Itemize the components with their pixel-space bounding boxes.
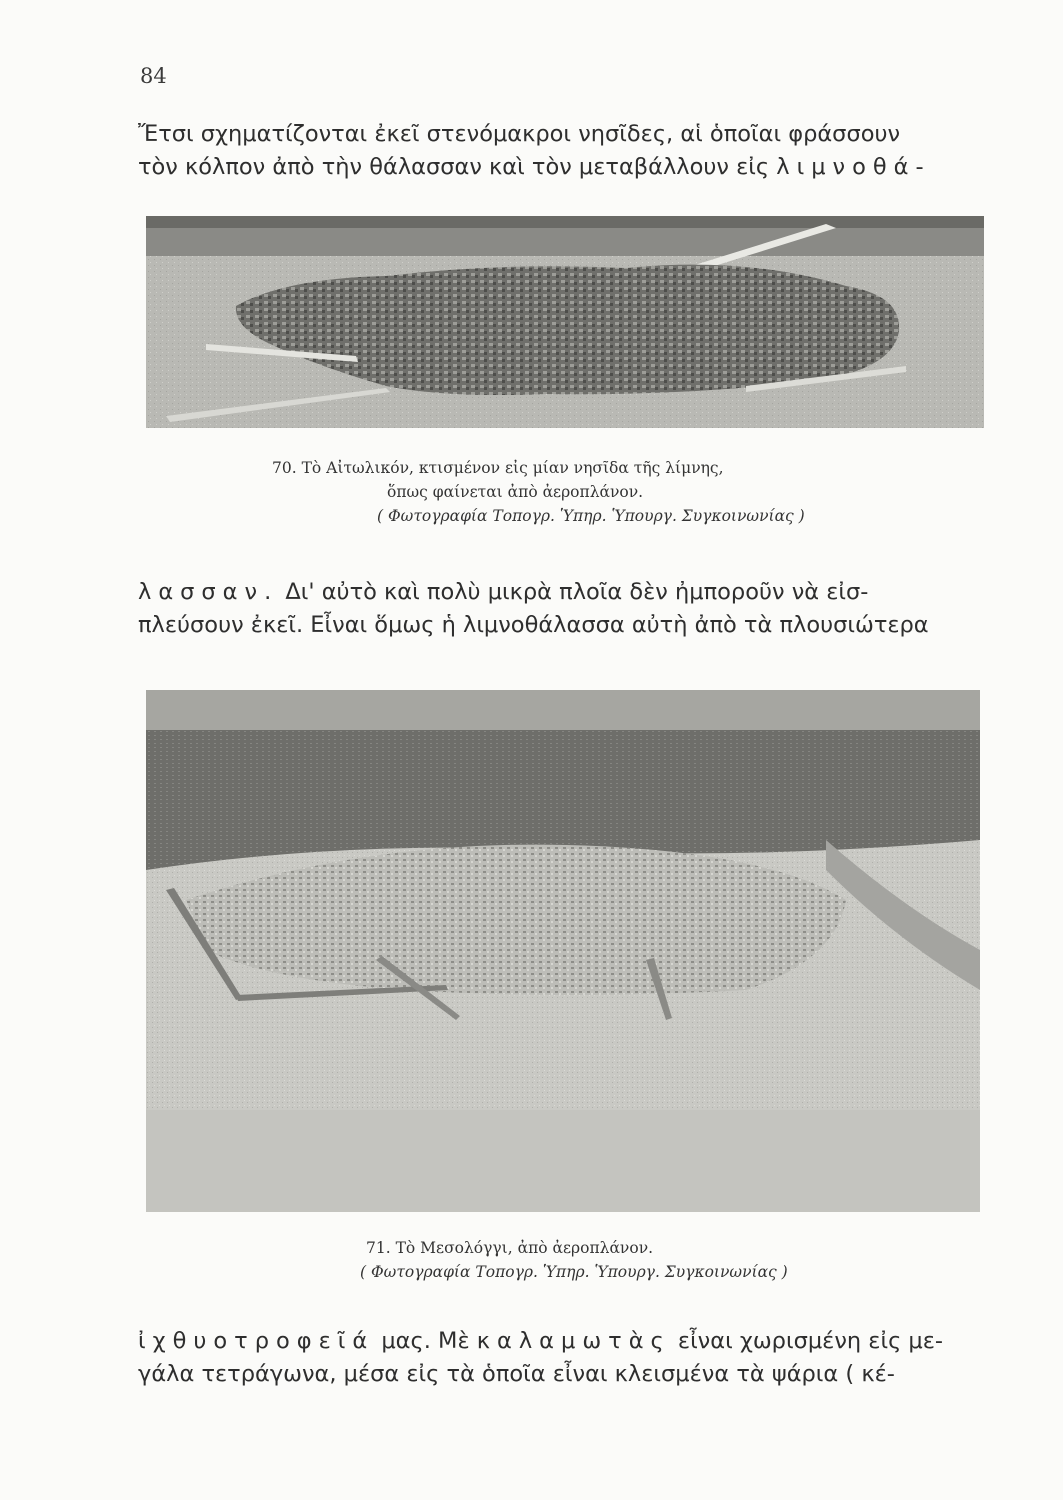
paragraph-1-line-1: Ἔτσι σχηματίζονται ἐκεῖ στενόμακροι νησῖδες, αἱ ὁποῖαι φράσσουν xyxy=(138,121,901,147)
photo-mesolongi xyxy=(146,690,980,1212)
aitoliko-aerial-image xyxy=(146,216,984,428)
page-number: 84 xyxy=(140,64,167,88)
paragraph-3-line-1-mid: μας. Μὲ xyxy=(374,1328,477,1354)
paragraph-3-line-1 xyxy=(138,1325,988,1358)
paragraph-1 xyxy=(138,118,988,184)
figure-70-caption-line-2: ὅπως φαίνεται ἀπὸ ἀεροπλάνον. xyxy=(387,483,644,501)
figure-71-caption xyxy=(360,1236,788,1284)
spaced-word-lassan: λασσαν. xyxy=(138,579,279,605)
spaced-word-kalamotas: καλαμωτὰς xyxy=(476,1328,671,1354)
paragraph-3 xyxy=(138,1325,988,1391)
mesolongi-aerial-image xyxy=(146,690,980,1212)
spaced-word-limnotha: λιμνοθά- xyxy=(776,154,931,180)
paragraph-3-line-2: γάλα τετράγωνα, μέσα εἰς τὰ ὁποῖα εἶναι κλεισμένα τὰ ψάρια ( κέ- xyxy=(138,1361,895,1387)
figure-71-caption-line-1: 71. Τὸ Μεσολόγγι, ἀπὸ ἀεροπλάνον. xyxy=(366,1239,654,1257)
paragraph-2-line-1-text: Δι' αὐτὸ καὶ πολὺ μικρὰ πλοῖα δὲν ἠμποροῦν νὰ εἰσ- xyxy=(278,579,869,605)
spaced-word-ichthyotrofeia: ἰχθυοτροφεῖά xyxy=(138,1328,375,1354)
paragraph-1-line-2 xyxy=(138,151,988,184)
paragraph-2 xyxy=(138,576,988,642)
paragraph-3-line-1-text: εἶναι χωρισμένη εἰς με- xyxy=(670,1328,944,1354)
paragraph-2-line-2: πλεύσουν ἐκεῖ. Εἶναι ὅμως ἡ λιμνοθάλασσα αὐτὴ ἀπὸ τὰ πλουσιώτερα xyxy=(138,612,929,638)
photo-aitoliko xyxy=(146,216,984,428)
figure-70-caption-line-1: 70. Τὸ Αἰτωλικόν, κτισμένον εἰς μίαν νησῖδα τῆς λίμνης, xyxy=(272,459,724,477)
figure-71-caption-source: ( Φωτογραφία Τοπογρ. Ὑπηρ. Ὑπουργ. Συγκοινωνίας ) xyxy=(360,1263,788,1281)
figure-70-caption-source: ( Φωτογραφία Τοπογρ. Ὑπηρ. Ὑπουργ. Συγκοινωνίας ) xyxy=(377,507,805,525)
figure-70-caption xyxy=(272,456,805,528)
paragraph-1-line-2-text: τὸν κόλπον ἀπὸ τὴν θάλασσαν καὶ τὸν μεταβάλλουν εἰς xyxy=(138,154,777,180)
paragraph-2-line-1 xyxy=(138,576,988,609)
